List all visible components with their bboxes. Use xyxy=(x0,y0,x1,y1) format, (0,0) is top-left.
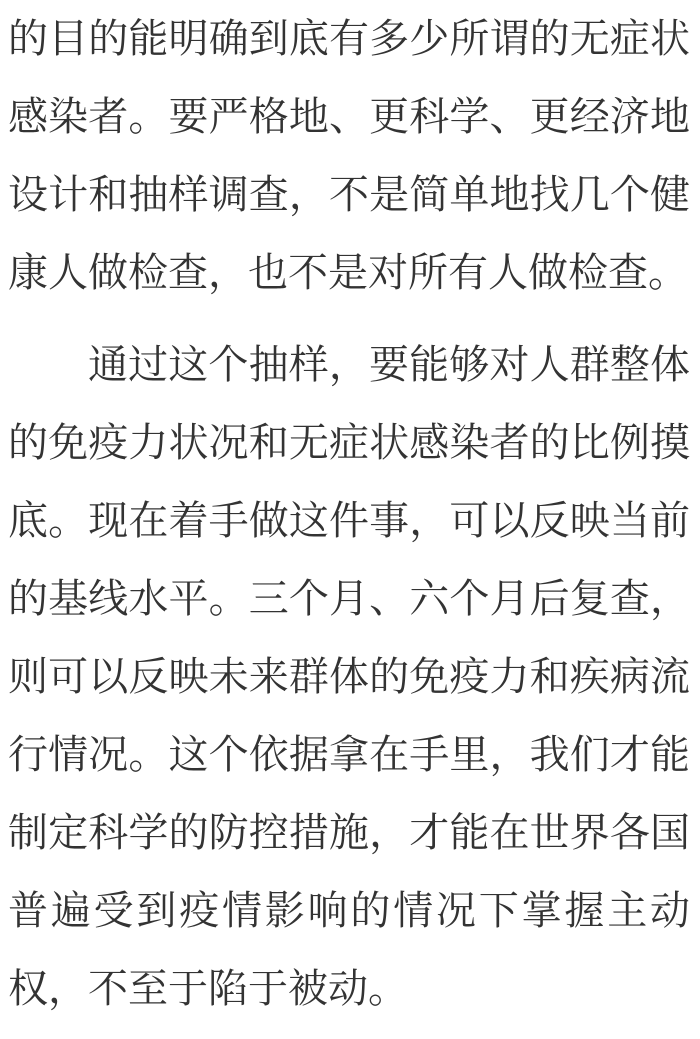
text-line: 则可以反映未来群体的免疫力和疾病流 xyxy=(8,654,690,700)
text-line: 的目的能明确到底有多少所谓的无症状 xyxy=(8,16,690,62)
text-line: 权，不至于陷于被动。 xyxy=(8,966,408,1012)
text-line: 通过这个抽样，要能够对人群整体 xyxy=(88,342,690,388)
text-line: 的免疫力状况和无症状感染者的比例摸 xyxy=(8,420,690,466)
text-line: 康人做检查，也不是对所有人做检查。 xyxy=(8,250,688,296)
paragraph xyxy=(8,326,690,1028)
paragraph xyxy=(8,0,690,312)
text-line: 感染者。要严格地、更科学、更经济地 xyxy=(8,94,690,140)
text-line: 的基线水平。三个月、六个月后复查， xyxy=(8,576,690,622)
text-line: 底。现在着手做这件事，可以反映当前 xyxy=(8,498,690,544)
text-line: 制定科学的防控措施，才能在世界各国 xyxy=(8,810,690,856)
text-line: 行情况。这个依据拿在手里，我们才能 xyxy=(8,732,690,778)
text-line: 设计和抽样调查，不是简单地找几个健 xyxy=(8,172,690,218)
text-line: 普遍受到疫情影响的情况下掌握主动 xyxy=(8,888,690,934)
